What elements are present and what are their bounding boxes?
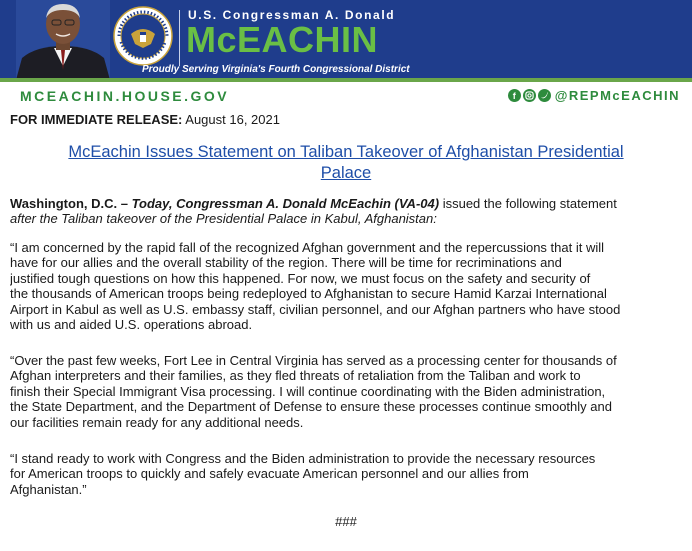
release-date: August 16, 2021: [185, 112, 280, 127]
banner-name: McEACHIN: [186, 19, 379, 60]
text-line: “Over the past few weeks, Fort Lee in Central Virginia has served as a processing center for thousands of: [10, 353, 617, 368]
social-links: [508, 88, 680, 103]
headline-line-1: McEachin Issues Statement on Taliban Takeover of Afghanistan Presidential: [68, 143, 624, 161]
text-line: “I stand ready to work with Congress and the Biden administration to provide the necessary resources: [10, 451, 596, 466]
banner-tagline: Proudly Serving Virginia's Fourth Congressional District: [142, 64, 410, 75]
text-line: have for our allies and the overall stability of the region. There will be time for recriminations and: [10, 255, 562, 271]
intro-line-2: after the Taliban takeover of the Presidential Palace in Kabul, Afghanistan:: [10, 211, 437, 227]
website-link[interactable]: MCEACHIN.HOUSE.GOV: [20, 88, 230, 104]
intro-location: Washington, D.C. –: [10, 196, 128, 211]
release-line: [10, 112, 280, 127]
quote-paragraph-2: [10, 353, 690, 430]
banner-subtitle: U.S. Congressman A. Donald: [188, 8, 396, 22]
facebook-icon[interactable]: f: [508, 89, 521, 102]
intro-plain: issued the following statement: [442, 196, 617, 211]
text-line: Afghan interpreters and their families, as they fled threats of retaliation from the Taliban and work to: [10, 368, 581, 384]
text-line: the State Department, and the Department of Defense to ensure these processes continue smoothly and: [10, 399, 612, 415]
text-line: the thousands of American troops being redeployed to Afghanistan to secure Hamid Karzai International: [10, 286, 607, 302]
text-line: justified tough questions on how this happened. For now, we must focus on the safety and security of: [10, 270, 591, 286]
headline-line-2: Palace: [320, 164, 372, 182]
header-banner: [0, 0, 692, 82]
banner-divider: [179, 10, 180, 66]
text-line: with us and aided U.S. operations abroad.: [10, 317, 253, 333]
banner-stripe: [0, 78, 692, 82]
release-label: FOR IMMEDIATE RELEASE:: [10, 112, 183, 127]
house-seal-icon: [113, 6, 173, 66]
text-line: for American troops to quickly and safely evacuate American personnel and our allies from: [10, 466, 529, 482]
congressman-portrait: [16, 0, 110, 80]
intro-paragraph: [10, 196, 690, 227]
end-mark: ###: [335, 514, 357, 529]
text-line: Airport in Kabul as well as U.S. embassy staff, civilian personnel, and our Afghan partners who have stood: [10, 301, 621, 317]
text-line: finish their Special Immigrant Visa processing. I will continue coordinating with the Biden administration,: [10, 383, 606, 399]
text-line: our facilities remain ready for any additional needs.: [10, 414, 304, 430]
intro-italic-lead: Today, Congressman A. Donald McEachin (VA-04): [131, 196, 440, 211]
press-release-headline[interactable]: [10, 142, 682, 184]
text-line: Afghanistan.”: [10, 481, 87, 497]
instagram-icon[interactable]: [523, 89, 536, 102]
quote-paragraph-3: [10, 451, 690, 497]
text-line: “I am concerned by the rapid fall of the recognized Afghan government and the repercussions that it will: [10, 240, 605, 255]
twitter-icon[interactable]: [538, 89, 551, 102]
quote-paragraph-1: [10, 240, 690, 332]
social-handle[interactable]: @REPMcEACHIN: [554, 88, 680, 103]
